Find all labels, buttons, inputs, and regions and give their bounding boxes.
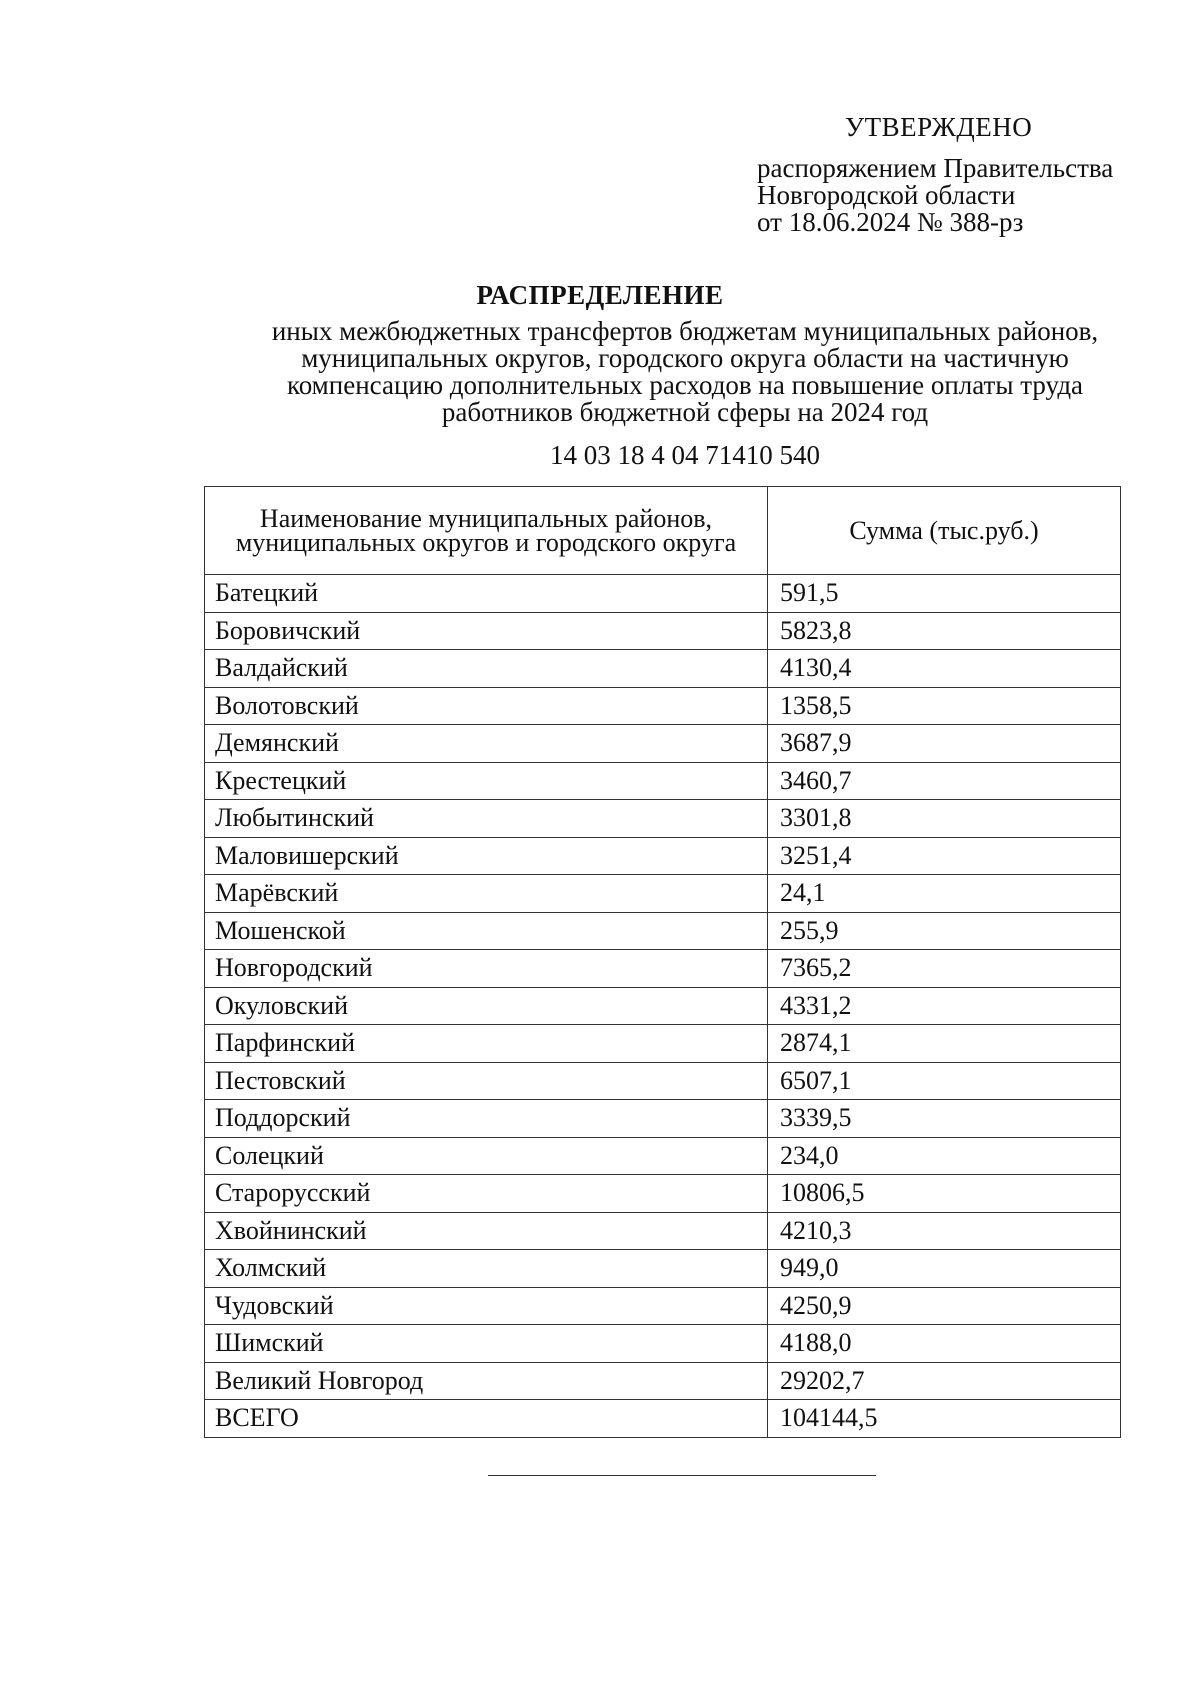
amount-value: 29202,7: [768, 1362, 1121, 1400]
district-name: ВСЕГО: [205, 1400, 768, 1438]
table-row: [205, 575, 1121, 613]
column-header-name: Наименование муниципальных районов, муниципальных округов и городского округа: [205, 487, 768, 575]
distribution-table: [204, 486, 1121, 1438]
amount-value: 1358,5: [768, 687, 1121, 725]
table-header-row: [205, 487, 1121, 575]
table-row: [205, 1325, 1121, 1363]
district-name: Поддорский: [205, 1100, 768, 1138]
district-name: Чудовский: [205, 1287, 768, 1325]
table-row: [205, 950, 1121, 988]
amount-value: 3460,7: [768, 762, 1121, 800]
document-subtitle: [240, 318, 1130, 426]
amount-value: 234,0: [768, 1137, 1121, 1175]
table-row: [205, 1100, 1121, 1138]
amount-value: 4210,3: [768, 1212, 1121, 1250]
amount-value: 255,9: [768, 912, 1121, 950]
table-row: [205, 1362, 1121, 1400]
amount-value: 104144,5: [768, 1400, 1121, 1438]
district-name: Марёвский: [205, 875, 768, 913]
table-row: [205, 1062, 1121, 1100]
subtitle-line: компенсацию дополнительных расходов на повышение оплаты труда: [286, 370, 1084, 400]
amount-value: 3301,8: [768, 800, 1121, 838]
table-row: [205, 1175, 1121, 1213]
table-row: [205, 650, 1121, 688]
table-row: [205, 1212, 1121, 1250]
district-name: Великий Новгород: [205, 1362, 768, 1400]
amount-value: 10806,5: [768, 1175, 1121, 1213]
approval-line: Новгородской области: [757, 180, 1016, 210]
table-row: [205, 725, 1121, 763]
district-name: Любытинский: [205, 800, 768, 838]
amount-value: 4130,4: [768, 650, 1121, 688]
district-name: Окуловский: [205, 987, 768, 1025]
district-name: Старорусский: [205, 1175, 768, 1213]
district-name: Батецкий: [205, 575, 768, 613]
budget-code: 14 03 18 4 04 71410 540: [550, 440, 820, 470]
table-row: [205, 800, 1121, 838]
table-body: [205, 575, 1121, 1438]
amount-value: 949,0: [768, 1250, 1121, 1288]
district-name: Шимский: [205, 1325, 768, 1363]
table-row: [205, 1025, 1121, 1063]
subtitle-line: работников бюджетной сферы на 2024 год: [441, 397, 929, 427]
district-name: Валдайский: [205, 650, 768, 688]
approval-lines: [757, 155, 1197, 236]
district-name: Пестовский: [205, 1062, 768, 1100]
amount-value: 2874,1: [768, 1025, 1121, 1063]
subtitle-line: муниципальных округов, городского округа области на частичную: [301, 343, 1069, 373]
amount-value: 7365,2: [768, 950, 1121, 988]
district-name: Крестецкий: [205, 762, 768, 800]
district-name: Демянский: [205, 725, 768, 763]
approval-heading: УТВЕРЖДЕНО: [845, 112, 1033, 142]
amount-value: 3251,4: [768, 837, 1121, 875]
approval-line: от 18.06.2024 № 388-рз: [757, 207, 1024, 237]
table-row: [205, 612, 1121, 650]
amount-value: 591,5: [768, 575, 1121, 613]
approval-line: распоряжением Правительства: [757, 153, 1114, 183]
district-name: Хвойнинский: [205, 1212, 768, 1250]
column-header-amount: Сумма (тыс.руб.): [768, 487, 1121, 575]
amount-value: 4188,0: [768, 1325, 1121, 1363]
table-row: [205, 687, 1121, 725]
district-name: Волотовский: [205, 687, 768, 725]
amount-value: 4250,9: [768, 1287, 1121, 1325]
approval-block: [757, 112, 1197, 236]
total-row: [205, 1400, 1121, 1438]
amount-value: 24,1: [768, 875, 1121, 913]
table-row: [205, 1250, 1121, 1288]
table-row: [205, 762, 1121, 800]
district-name: Новгородский: [205, 950, 768, 988]
table-row: [205, 875, 1121, 913]
amount-value: 5823,8: [768, 612, 1121, 650]
district-name: Холмский: [205, 1250, 768, 1288]
document-title: РАСПРЕДЕЛЕНИЕ: [476, 280, 724, 310]
district-name: Боровичский: [205, 612, 768, 650]
district-name: Солецкий: [205, 1137, 768, 1175]
table-row: [205, 837, 1121, 875]
table-row: [205, 987, 1121, 1025]
district-name: Маловишерский: [205, 837, 768, 875]
subtitle-line: иных межбюджетных трансфертов бюджетам муниципальных районов,: [271, 316, 1099, 346]
table-row: [205, 912, 1121, 950]
closing-rule: [488, 1475, 876, 1476]
amount-value: 3687,9: [768, 725, 1121, 763]
district-name: Парфинский: [205, 1025, 768, 1063]
district-name: Мошенской: [205, 912, 768, 950]
amount-value: 4331,2: [768, 987, 1121, 1025]
table-row: [205, 1137, 1121, 1175]
amount-value: 3339,5: [768, 1100, 1121, 1138]
amount-value: 6507,1: [768, 1062, 1121, 1100]
table-row: [205, 1287, 1121, 1325]
